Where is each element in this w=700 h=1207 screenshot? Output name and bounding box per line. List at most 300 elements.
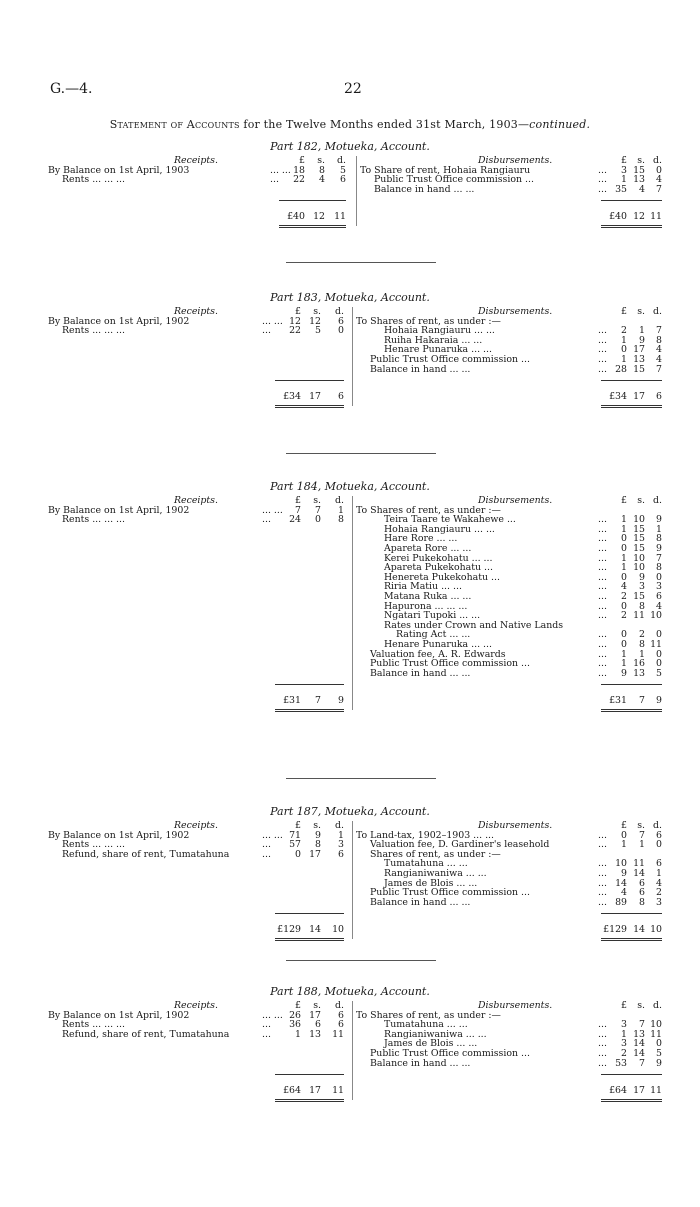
disbursement-label: Ngatari Tupoki ... ... (384, 610, 481, 622)
receipt-label: Refund, share of rent, Tumatahuna (62, 1028, 230, 1040)
disbursement-pounds: 4 (621, 887, 627, 899)
disbursements-total-rule (601, 405, 662, 408)
receipt-shillings: 8 (319, 164, 325, 176)
disbursement-dots: ... (598, 334, 607, 346)
receipts-subtotal-rule (275, 380, 344, 381)
disbursement-label: Public Trust Office commission ... (370, 658, 530, 670)
disbursement-pounds: 2 (621, 325, 627, 337)
disbursement-dots: ... (598, 1038, 607, 1050)
disbursement-dots: ... (598, 1048, 607, 1059)
disbursements-total-shillings: 17 (633, 391, 645, 403)
receipt-dots: ... (262, 848, 271, 860)
disbursement-label: Rangianiwaniwa ... ... (384, 1028, 487, 1040)
disbursement-pence: 4 (656, 877, 662, 889)
disbursement-dots: ... (598, 1019, 607, 1031)
disbursement-label: Rangianiwaniwa ... ... (384, 868, 487, 879)
receipts-heading: Receipts. (174, 1000, 218, 1011)
disbursement-dots: ... (598, 591, 607, 602)
disbursement-label: Valuation fee, D. Gardiner's leasehold (370, 839, 550, 851)
disbursement-label: Tumatahuna ... ... (384, 858, 468, 870)
disbursement-pence: 9 (656, 543, 662, 554)
money-header: s. (637, 155, 645, 166)
disbursement-label: Balance in hand ... ... (370, 896, 471, 908)
disbursements-total-pounds: £31 (609, 695, 627, 707)
disbursement-pence: 7 (656, 363, 662, 375)
column-divider (352, 1001, 353, 1100)
money-header: £ (621, 1000, 627, 1011)
disbursement-pence: 0 (656, 648, 662, 660)
receipt-pence: 5 (340, 164, 346, 176)
money-header: s. (637, 820, 645, 831)
disbursement-pence: 0 (656, 1038, 662, 1050)
section-separator (286, 453, 436, 454)
disbursement-dots: ... (598, 629, 607, 641)
money-header: £ (621, 155, 627, 166)
receipt-shillings: 17 (309, 848, 321, 860)
receipt-label: Rents ... ... ... (62, 839, 125, 851)
disbursement-label: Balance in hand ... ... (374, 183, 475, 195)
receipt-pence: 8 (338, 514, 344, 526)
receipt-pence: 3 (338, 839, 344, 851)
disbursement-pounds: 89 (615, 896, 627, 908)
disbursement-pence: 11 (650, 1028, 662, 1040)
disbursement-pounds: 9 (621, 667, 627, 679)
disbursement-label: Hohaia Rangiauru ... ... (384, 325, 495, 337)
disbursement-label: Balance in hand ... ... (370, 667, 471, 679)
disbursement-shillings: 17 (633, 344, 645, 356)
disbursement-label: James de Blois ... ... (384, 1038, 478, 1050)
receipt-pence: 11 (332, 1028, 344, 1040)
disbursement-pounds: 1 (621, 552, 627, 564)
disbursement-shillings: 3 (639, 581, 645, 593)
disbursement-pounds: 0 (621, 571, 627, 583)
disbursement-shillings: 6 (639, 877, 645, 889)
disbursement-shillings: 15 (633, 523, 645, 535)
title-italic: continued. (529, 118, 591, 131)
receipt-label: Refund, share of rent, Tumatahuna (62, 848, 230, 860)
receipt-label: Rents ... ... ... (62, 514, 125, 526)
disbursement-pence: 0 (656, 164, 662, 176)
disbursement-pence: 8 (656, 533, 662, 545)
disbursement-dots: ... (598, 552, 607, 564)
receipt-shillings: 4 (319, 174, 325, 186)
disbursement-dots: ... (598, 639, 607, 650)
disbursement-label: Ruiha Hakaraia ... ... (384, 334, 483, 346)
receipts-total-shillings: 12 (313, 211, 325, 223)
receipts-total-pence: 6 (338, 391, 344, 403)
disbursement-pence: 2 (656, 887, 662, 899)
disbursement-pounds: 1 (621, 354, 627, 365)
disbursement-pounds: 1 (621, 334, 627, 346)
disbursement-dots: ... (598, 858, 607, 870)
disbursement-label: Rates under Crown and Native Lands (384, 619, 564, 631)
receipt-pence: 6 (338, 848, 344, 860)
disbursement-pounds: 3 (621, 1038, 627, 1050)
disbursement-dots: ... (598, 1057, 607, 1069)
disbursement-dots: ... (598, 610, 607, 622)
disbursement-pounds: 0 (621, 639, 627, 650)
money-header: d. (653, 820, 662, 831)
disbursement-pounds: 2 (621, 591, 627, 602)
disbursement-shillings: 7 (639, 829, 645, 841)
receipt-shillings: 8 (315, 839, 321, 851)
receipt-label: By Balance on 1st April, 1902 (48, 1009, 190, 1021)
money-header: d. (653, 495, 662, 506)
disbursement-dots: ... (598, 658, 607, 670)
receipts-total-shillings: 14 (309, 924, 321, 936)
receipt-pounds: 7 (295, 504, 301, 516)
disbursements-total-rule (601, 1099, 662, 1102)
receipt-pounds: 1 (295, 1028, 301, 1040)
money-header: £ (295, 495, 301, 506)
disbursement-dots: ... (598, 183, 607, 195)
disbursement-pounds: 1 (621, 514, 627, 526)
section-separator (286, 960, 436, 961)
money-header: £ (295, 1000, 301, 1011)
receipts-total-shillings: 17 (309, 1085, 321, 1097)
money-header: d. (653, 1000, 662, 1011)
disbursement-pence: 4 (656, 354, 662, 365)
money-header: £ (295, 820, 301, 831)
disbursement-shillings: 15 (633, 533, 645, 545)
disbursement-shillings: 10 (633, 552, 645, 564)
receipt-pounds: 26 (289, 1009, 301, 1021)
disbursement-pence: 10 (650, 610, 662, 622)
disbursement-pence: 4 (656, 600, 662, 612)
disbursement-shillings: 13 (633, 174, 645, 186)
account-section (0, 480, 700, 707)
disbursement-shillings: 14 (633, 868, 645, 879)
disbursement-label: James de Blois ... ... (384, 877, 478, 889)
receipt-pence: 6 (340, 174, 346, 186)
disbursement-shillings: 14 (633, 1038, 645, 1050)
money-header: £ (299, 155, 305, 166)
disbursement-shillings: 15 (633, 591, 645, 602)
disbursement-shillings: 1 (639, 839, 645, 851)
receipt-label: By Balance on 1st April, 1903 (48, 164, 190, 176)
receipts-total-rule (275, 405, 344, 408)
disbursement-pence: 1 (656, 868, 662, 879)
disbursement-pounds: 1 (621, 839, 627, 851)
disbursement-label: Public Trust Office commission ... (374, 174, 534, 186)
disbursement-pence: 7 (656, 325, 662, 337)
money-header: s. (637, 495, 645, 506)
receipts-total-pence: 11 (332, 1085, 344, 1097)
receipt-pounds: 36 (289, 1019, 301, 1031)
receipt-dots: ... ... (262, 829, 283, 841)
disbursement-pence: 0 (656, 629, 662, 641)
disbursements-total-shillings: 17 (633, 1085, 645, 1097)
disbursement-dots: ... (598, 581, 607, 593)
receipt-shillings: 13 (309, 1028, 321, 1040)
disbursement-shillings: 8 (639, 600, 645, 612)
disbursement-pence: 5 (656, 667, 662, 679)
receipts-total-pounds: £31 (283, 695, 301, 707)
disbursements-total-shillings: 7 (639, 695, 645, 707)
disbursement-label: To Land-tax, 1902–1903 ... ... (356, 829, 495, 841)
disbursement-shillings: 15 (633, 543, 645, 554)
receipt-label: By Balance on 1st April, 1902 (48, 504, 190, 516)
disbursements-total-rule (601, 225, 662, 228)
disbursement-pence: 8 (656, 562, 662, 574)
section-separator (286, 778, 436, 779)
receipt-dots: ... (270, 174, 279, 186)
column-divider (352, 496, 353, 710)
money-header: d. (653, 306, 662, 317)
disbursement-pounds: 0 (621, 629, 627, 641)
account-section (0, 985, 700, 1185)
disbursement-label: Hohaia Rangiauru ... ... (384, 523, 495, 535)
disbursement-dots: ... (598, 896, 607, 908)
disbursement-label: Valuation fee, A. R. Edwards (370, 648, 506, 660)
disbursement-shillings: 1 (639, 648, 645, 660)
disbursement-pence: 7 (656, 183, 662, 195)
disbursement-pounds: 2 (621, 610, 627, 622)
disbursement-shillings: 13 (633, 1028, 645, 1040)
disbursement-shillings: 8 (639, 896, 645, 908)
disbursement-pence: 6 (656, 591, 662, 602)
disbursements-total-pence: 11 (650, 1085, 662, 1097)
disbursement-dots: ... (598, 354, 607, 365)
disbursement-shillings: 8 (639, 639, 645, 650)
disbursement-pence: 0 (656, 658, 662, 670)
receipt-label: Rents ... ... ... (62, 325, 125, 337)
disbursement-pounds: 10 (615, 858, 627, 870)
money-header: £ (295, 306, 301, 317)
disbursement-label: To Shares of rent, as under :— (356, 1009, 501, 1021)
disbursement-pence: 9 (656, 1057, 662, 1069)
disbursements-total-pence: 10 (650, 924, 662, 936)
disbursement-shillings: 9 (639, 334, 645, 346)
page-number: 22 (344, 81, 362, 97)
disbursement-shillings: 15 (633, 363, 645, 375)
disbursements-total-pounds: £40 (609, 211, 627, 223)
receipt-shillings: 0 (315, 514, 321, 526)
receipts-total-shillings: 17 (309, 391, 321, 403)
disbursement-pence: 8 (656, 334, 662, 346)
disbursement-shillings: 7 (639, 1019, 645, 1031)
disbursement-pence: 5 (656, 1048, 662, 1059)
money-header: £ (621, 306, 627, 317)
disbursement-label: Kerei Pukekohatu ... ... (384, 552, 493, 564)
disbursement-dots: ... (598, 344, 607, 356)
disbursements-heading: Disbursements. (478, 306, 553, 317)
receipts-total-pence: 9 (338, 695, 344, 707)
receipt-pounds: 18 (293, 164, 305, 176)
receipts-heading: Receipts. (174, 820, 218, 831)
disbursement-pence: 1 (656, 523, 662, 535)
receipt-shillings: 12 (309, 315, 321, 327)
disbursement-shillings: 9 (639, 571, 645, 583)
disbursement-pounds: 0 (621, 543, 627, 554)
disbursement-dots: ... (598, 648, 607, 660)
section-title: Part 188, Motueka, Account. (270, 985, 430, 998)
disbursement-label: Hare Rore ... ... (384, 533, 458, 545)
disbursement-shillings: 11 (633, 610, 645, 622)
disbursements-total-rule (601, 709, 662, 712)
disbursements-heading: Disbursements. (478, 820, 553, 831)
disbursement-pence: 10 (650, 1019, 662, 1031)
section-title: Part 184, Motueka, Account. (270, 480, 430, 493)
section-separator (286, 262, 436, 263)
disbursement-pence: 9 (656, 514, 662, 526)
disbursement-dots: ... (598, 829, 607, 841)
receipt-shillings: 17 (309, 1009, 321, 1021)
column-divider (356, 156, 357, 226)
disbursement-label: Matana Ruka ... ... (384, 591, 472, 602)
disbursement-dots: ... (598, 325, 607, 337)
disbursement-label: Henereta Pukekohatu ... (384, 571, 500, 583)
disbursement-pence: 0 (656, 839, 662, 851)
disbursement-label: Tumatahuna ... ... (384, 1019, 468, 1031)
receipt-shillings: 6 (315, 1019, 321, 1031)
disbursement-shillings: 2 (639, 629, 645, 641)
disbursements-total-rule (601, 938, 662, 941)
disbursement-pounds: 9 (621, 868, 627, 879)
disbursement-label: Apareta Rore ... ... (384, 543, 472, 554)
receipt-pounds: 22 (293, 174, 305, 186)
receipt-pence: 1 (338, 829, 344, 841)
disbursement-pence: 11 (650, 639, 662, 650)
disbursements-subtotal-rule (601, 684, 662, 685)
disbursement-dots: ... (598, 533, 607, 545)
disbursement-pounds: 28 (615, 363, 627, 375)
title-caps: Statement of Accounts (109, 118, 240, 131)
disbursement-dots: ... (598, 562, 607, 574)
disbursements-subtotal-rule (601, 913, 662, 914)
disbursements-total-pounds: £129 (603, 924, 627, 936)
receipt-pounds: 0 (295, 848, 301, 860)
receipt-pounds: 22 (289, 325, 301, 337)
disbursement-label: Balance in hand ... ... (370, 1057, 471, 1069)
receipt-dots: ... (262, 514, 271, 526)
receipt-dots: ... ... (262, 504, 283, 516)
disbursement-pounds: 0 (621, 829, 627, 841)
disbursements-subtotal-rule (601, 380, 662, 381)
disbursement-shillings: 7 (639, 1057, 645, 1069)
disbursement-label: Teira Taare te Wakahewe ... (384, 514, 516, 526)
disbursement-pounds: 2 (621, 1048, 627, 1059)
receipts-subtotal-rule (275, 684, 344, 685)
disbursement-pounds: 0 (621, 533, 627, 545)
receipt-pounds: 57 (289, 839, 301, 851)
receipts-total-pounds: £34 (283, 391, 301, 403)
disbursement-dots: ... (598, 887, 607, 899)
disbursements-heading: Disbursements. (478, 155, 553, 166)
disbursement-dots: ... (598, 571, 607, 583)
money-header: s. (317, 155, 325, 166)
disbursements-subtotal-rule (601, 1074, 662, 1075)
disbursement-shillings: 6 (639, 887, 645, 899)
receipts-total-pence: 10 (332, 924, 344, 936)
disbursement-label: Hapurona ... ... ... (384, 600, 468, 612)
disbursement-pounds: 0 (621, 600, 627, 612)
disbursement-pence: 4 (656, 174, 662, 186)
money-header: £ (621, 820, 627, 831)
disbursements-total-pounds: £34 (609, 391, 627, 403)
money-header: £ (621, 495, 627, 506)
receipts-heading: Receipts. (174, 155, 218, 166)
disbursements-total-shillings: 12 (633, 211, 645, 223)
disbursements-total-shillings: 14 (633, 924, 645, 936)
account-section (0, 805, 700, 1005)
receipts-total-pounds: £129 (277, 924, 301, 936)
disbursement-shillings: 4 (639, 183, 645, 195)
money-header: d. (337, 155, 346, 166)
money-header: d. (335, 306, 344, 317)
disbursement-dots: ... (598, 363, 607, 375)
disbursement-label: Public Trust Office commission ... (370, 354, 530, 365)
disbursement-pence: 3 (656, 896, 662, 908)
disbursement-pounds: 1 (621, 658, 627, 670)
money-header: s. (313, 820, 321, 831)
disbursement-dots: ... (598, 523, 607, 535)
receipt-label: Rents ... ... ... (62, 1019, 125, 1031)
disbursement-shillings: 16 (633, 658, 645, 670)
disbursement-pence: 6 (656, 829, 662, 841)
disbursement-label: Public Trust Office commission ... (370, 1048, 530, 1059)
receipts-total-rule (275, 1099, 344, 1102)
disbursement-label: Balance in hand ... ... (370, 363, 471, 375)
disbursement-dots: ... (598, 1028, 607, 1040)
disbursement-pounds: 53 (615, 1057, 627, 1069)
statement-title (0, 118, 700, 131)
receipts-total-rule (275, 709, 344, 712)
disbursement-dots: ... (598, 164, 607, 176)
disbursement-pounds: 0 (621, 344, 627, 356)
receipts-total-pounds: £40 (287, 211, 305, 223)
receipts-total-shillings: 7 (315, 695, 321, 707)
disbursement-label: Henare Punaruka ... ... (384, 639, 492, 650)
disbursement-pounds: 35 (615, 183, 627, 195)
money-header: s. (313, 1000, 321, 1011)
money-header: s. (637, 306, 645, 317)
disbursement-pounds: 1 (621, 174, 627, 186)
section-title: Part 183, Motueka, Account. (270, 291, 430, 304)
disbursement-dots: ... (598, 600, 607, 612)
receipt-shillings: 7 (315, 504, 321, 516)
receipt-pence: 6 (338, 1009, 344, 1021)
disbursement-label: Shares of rent, as under :— (370, 848, 501, 860)
account-section (0, 291, 700, 491)
disbursement-pence: 3 (656, 581, 662, 593)
receipt-label: By Balance on 1st April, 1902 (48, 829, 190, 841)
disbursement-shillings: 13 (633, 667, 645, 679)
disbursement-dots: ... (598, 667, 607, 679)
disbursement-pounds: 14 (615, 877, 627, 889)
disbursement-pounds: 1 (621, 1028, 627, 1040)
disbursement-label: To Share of rent, Hohaia Rangiauru (360, 164, 531, 176)
disbursement-shillings: 10 (633, 562, 645, 574)
disbursement-pence: 4 (656, 344, 662, 356)
money-header: s. (313, 306, 321, 317)
receipts-total-rule (279, 225, 346, 228)
receipts-subtotal-rule (275, 913, 344, 914)
disbursements-heading: Disbursements. (478, 1000, 553, 1011)
receipt-dots: ... ... (262, 315, 283, 327)
money-header: d. (335, 820, 344, 831)
receipt-dots: ... (262, 1028, 271, 1040)
receipt-pence: 1 (338, 504, 344, 516)
receipts-total-rule (275, 938, 344, 941)
disbursement-pounds: 4 (621, 581, 627, 593)
receipts-heading: Receipts. (174, 495, 218, 506)
money-header: d. (653, 155, 662, 166)
disbursement-pounds: 1 (621, 523, 627, 535)
title-rest: for the Twelve Months ended 31st March, 1903— (243, 118, 530, 131)
receipt-shillings: 5 (315, 325, 321, 337)
column-divider (352, 307, 353, 406)
